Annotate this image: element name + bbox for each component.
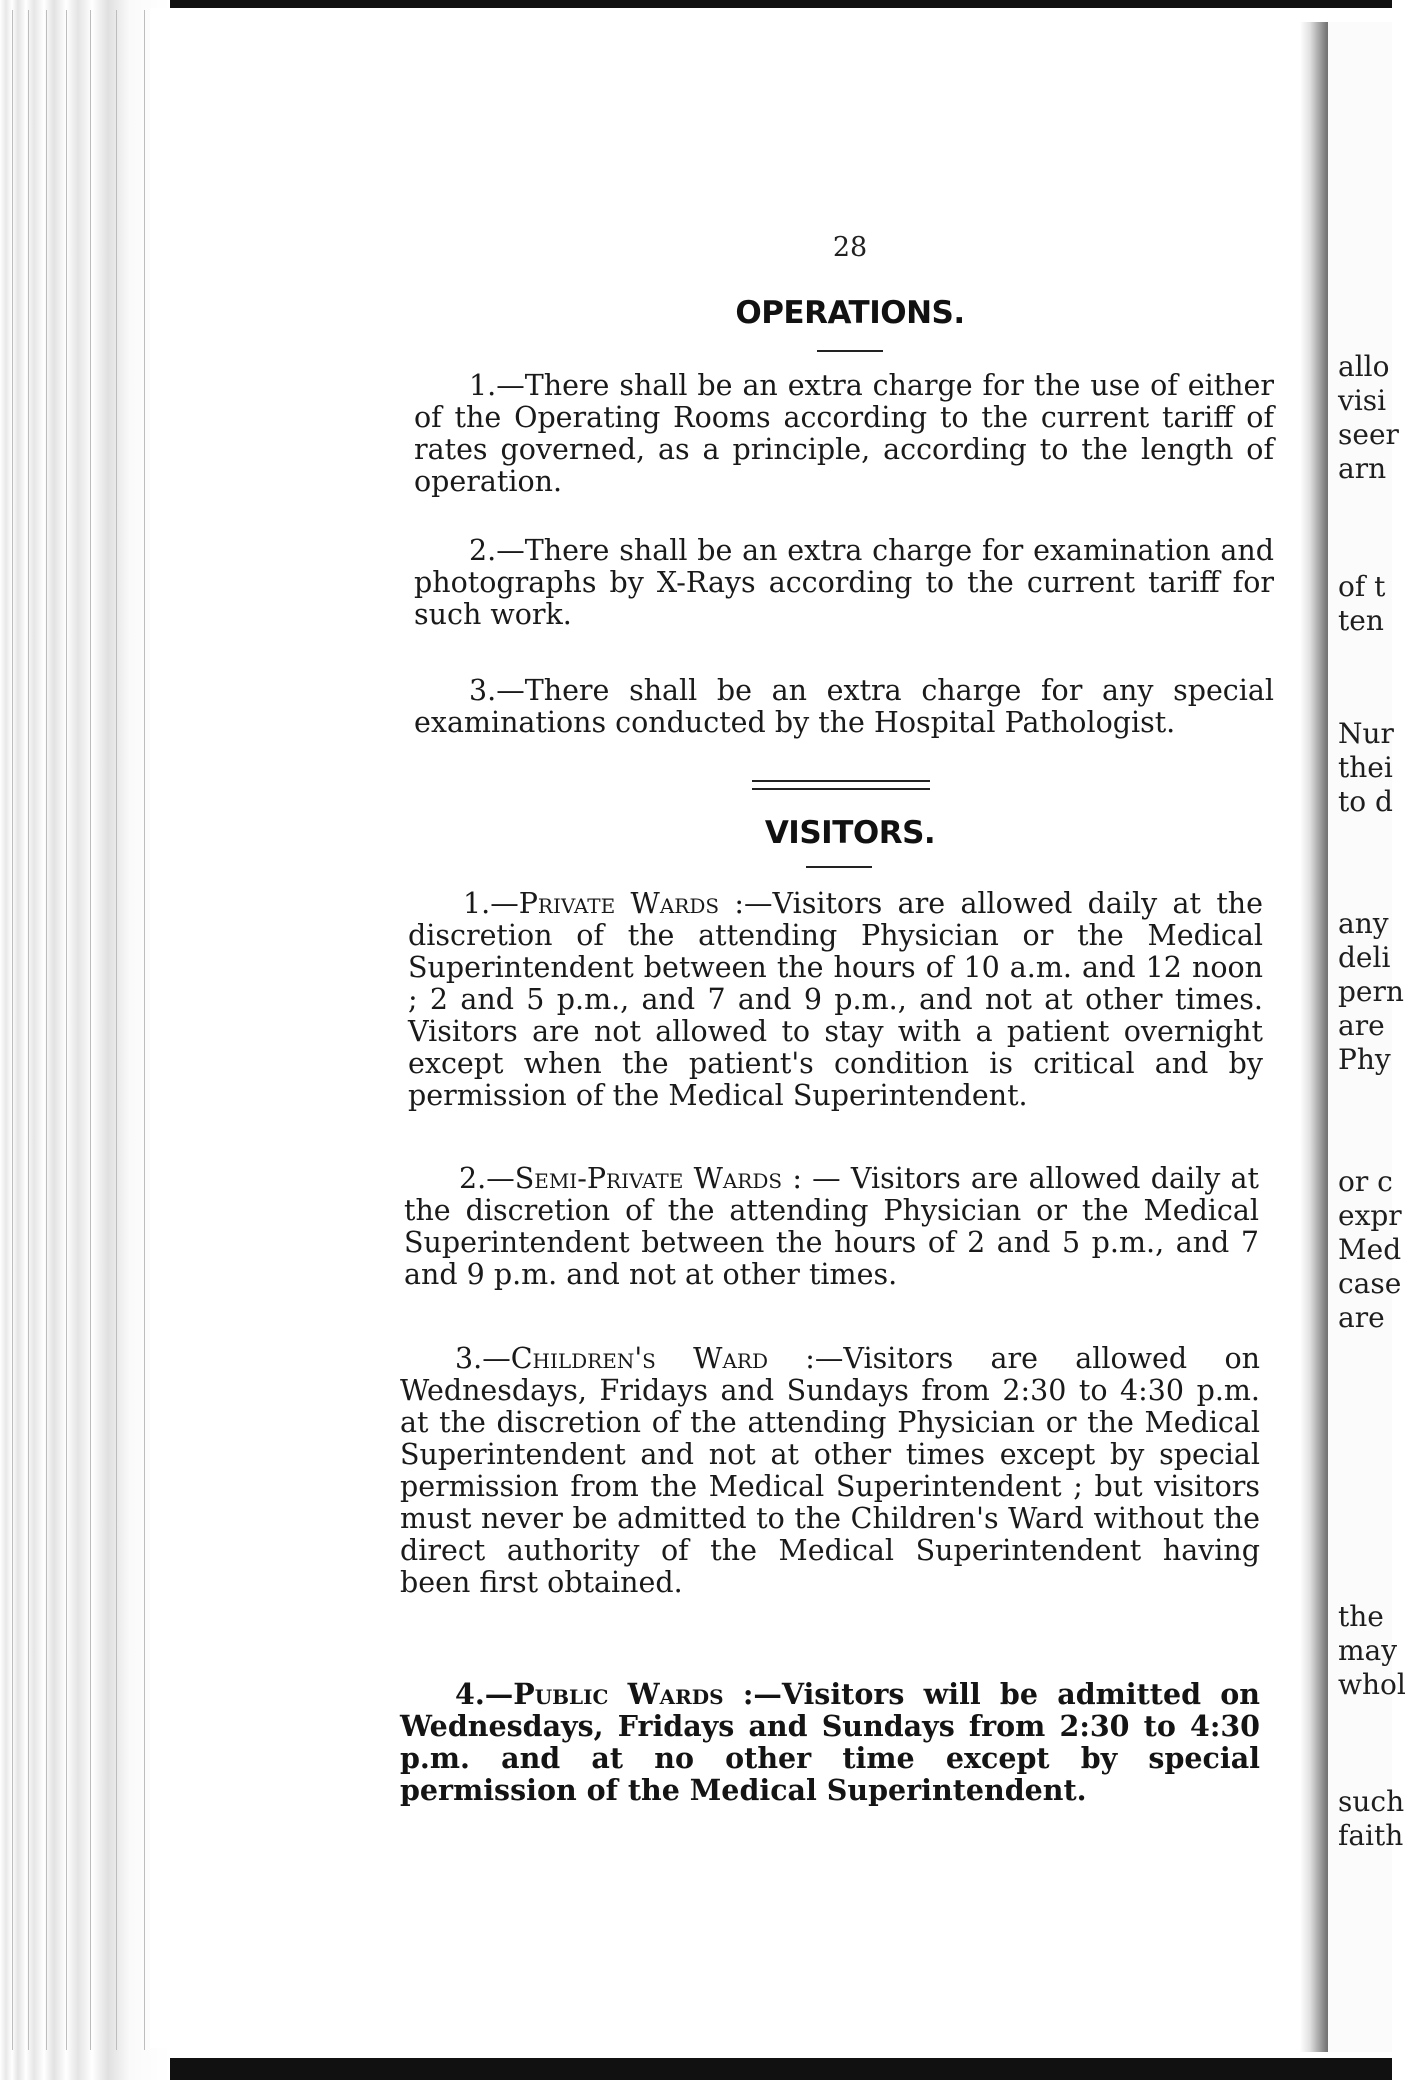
- paragraph-text: There shall be an extra charge for any special examinations conducted by the Hospital Pathologist.: [414, 674, 1274, 739]
- facing-page-fragment: faith: [1338, 1819, 1404, 1852]
- paragraph-number: 3.—: [469, 674, 525, 707]
- facing-page-fragment: or c: [1338, 1165, 1393, 1198]
- facing-page-fragment: deli: [1338, 941, 1391, 974]
- scan-bottom-edge: [0, 2058, 1392, 2080]
- paragraph-text: Visitors are allowed on Wednesdays, Fridays and Sundays from 2:30 to 4:30 p.m. at the discretion of the attending Physician or the Medical Superintendent and not at other times except by special permission from the Medical Superintendent ; but visitors must never be admitted to the Children's Ward without the direct authority of the Medical Superintendent having been first obtained.: [400, 1342, 1260, 1599]
- page-edge-line: [90, 10, 91, 2050]
- paragraph-text: There shall be an extra charge for examination and photographs by X-Rays according to the current tariff for such work.: [414, 534, 1274, 631]
- facing-page-fragment: to d: [1338, 785, 1393, 818]
- paragraph-number: 1.—: [469, 369, 525, 402]
- paragraph-number: 2.—: [459, 1162, 515, 1195]
- paragraph-number: 1.—: [463, 887, 519, 920]
- facing-page-fragment: any: [1338, 907, 1389, 940]
- paragraph-text: Visitors will be admitted on Wednesdays, Fridays and Sundays from 2:30 to 4:30 p.m. and at no other time except by special permission of the Medical Superintendent.: [400, 1677, 1260, 1807]
- operations-paragraph-1: [414, 370, 1274, 498]
- page-edge-line: [144, 10, 145, 2050]
- facing-page-fragment: may: [1338, 1634, 1398, 1667]
- paragraph-title: Semi-Private Wards: [514, 1162, 783, 1195]
- paragraph-title: Children's Ward: [510, 1342, 768, 1375]
- facing-page-fragment: pern: [1338, 975, 1404, 1008]
- facing-page-fragment: the: [1338, 1600, 1384, 1633]
- visitors-paragraph-2: [404, 1163, 1259, 1291]
- section-double-rule: [752, 780, 930, 790]
- operations-paragraph-2: [414, 535, 1274, 631]
- facing-page: [1328, 22, 1406, 2052]
- facing-page-fragment: of t: [1338, 570, 1386, 603]
- paragraph-number: 4.—: [455, 1677, 514, 1711]
- facing-page-fragment: ten: [1338, 604, 1384, 637]
- visitors-heading-rule: [806, 866, 872, 868]
- operations-heading-rule: [817, 350, 883, 352]
- scan-top-edge: [0, 0, 1392, 8]
- facing-page-fragment: whol: [1338, 1668, 1406, 1701]
- facing-page-fragment: such: [1338, 1785, 1405, 1818]
- visitors-paragraph-1: [408, 888, 1263, 1112]
- paragraph-number: 3.—: [455, 1342, 511, 1375]
- facing-page-fragment: Med: [1338, 1233, 1402, 1266]
- facing-page-fragment: Phy: [1338, 1043, 1391, 1076]
- visitors-paragraph-4: [400, 1678, 1260, 1806]
- page-edge-line: [66, 10, 67, 2050]
- page-edge-line: [46, 10, 47, 2050]
- operations-paragraph-3: [414, 675, 1274, 739]
- facing-page-fragment: arn: [1338, 452, 1387, 485]
- paragraph-title: Public Wards: [513, 1677, 724, 1711]
- page-stack-edges: [0, 0, 170, 2080]
- facing-page-fragment: visi: [1338, 384, 1387, 417]
- paragraph-separator: :—: [723, 1677, 782, 1711]
- page-edge-line: [28, 10, 29, 2050]
- paragraph-separator: : —: [782, 1162, 851, 1195]
- facing-page-fragment: thei: [1338, 751, 1393, 784]
- visitors-paragraph-3: [400, 1343, 1260, 1599]
- page-edge-line: [12, 10, 13, 2050]
- paragraph-separator: :—: [719, 887, 773, 920]
- facing-page-fragment: are: [1338, 1009, 1385, 1042]
- paragraph-title: Private Wards: [518, 887, 720, 920]
- paragraph-text: Visitors are allowed daily at the discretion of the attending Physician or the Medical Superintendent between the hours of 2 and 5 p.m., and 7 and 9 p.m. and not at other times.: [404, 1162, 1259, 1291]
- operations-heading: OPERATIONS.: [735, 295, 965, 331]
- page-number: 28: [832, 232, 868, 263]
- facing-page-fragment: Nur: [1338, 717, 1394, 750]
- paragraph-number: 2.—: [469, 534, 525, 567]
- paragraph-text: There shall be an extra charge for the use of either of the Operating Rooms according to the current tariff of rates governed, as a principle, according to the length of operation.: [414, 369, 1274, 498]
- paragraph-text: Visitors are allowed daily at the discretion of the attending Physician or the Medical Superintendent between the hours of 10 a.m. and 12 noon ; 2 and 5 p.m., and 7 and 9 p.m., and not at other times. Visitors are not allowed to stay with a patient overnight except when the patient's condition is critical and by permission of the Medical Superintendent.: [408, 887, 1263, 1112]
- facing-page-fragment: case: [1338, 1267, 1402, 1300]
- visitors-heading: VISITORS.: [764, 815, 936, 851]
- paragraph-separator: :—: [768, 1342, 844, 1375]
- facing-page-fragment: expr: [1338, 1199, 1402, 1232]
- facing-page-fragment: seer: [1338, 418, 1399, 451]
- facing-page-fragment: are: [1338, 1301, 1385, 1334]
- page-edge-line: [116, 10, 117, 2050]
- facing-page-fragment: allo: [1338, 350, 1390, 383]
